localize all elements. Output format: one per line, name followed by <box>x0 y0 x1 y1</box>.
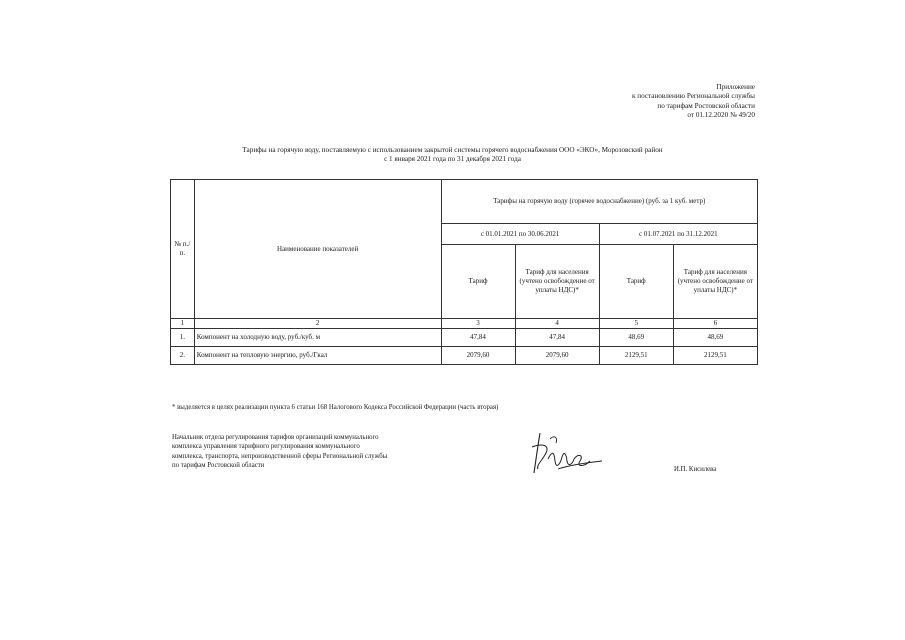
sub-header: Тариф <box>599 245 673 319</box>
tariff-group-header: Тарифы на горячую воду (горячее водоснабжение) (руб. за 1 куб. метр) <box>441 180 757 224</box>
document-title <box>150 146 755 165</box>
signer-position <box>172 433 452 471</box>
sub-header: Тариф <box>441 245 515 319</box>
signer-line: Начальник отдела регулирования тарифов организаций коммунального <box>172 434 379 441</box>
sub-header: Тариф для населения (учтено освобождение от уплаты НДС)* <box>673 245 757 319</box>
appendix-line: по тарифам Ростовской области <box>657 101 755 110</box>
appendix-block <box>535 83 755 121</box>
signer-line: по тарифам Ростовской области <box>172 462 265 470</box>
row-value: 47,84 <box>515 328 599 346</box>
sub-header: Тариф для населения (учтено освобождение от уплаты НДС)* <box>515 245 599 319</box>
index-cell: 1 <box>171 319 195 329</box>
appendix-line: от 01.12.2020 № 49/20 <box>687 111 755 120</box>
row-number: 1. <box>171 328 195 346</box>
index-cell: 3 <box>441 319 515 329</box>
signer-name: И.П. Кисилева <box>674 466 717 473</box>
index-cell: 4 <box>515 319 599 329</box>
row-name: Компонент на тепловую энергию, руб./Гкал <box>194 346 441 364</box>
appendix-line: Приложение <box>716 83 755 91</box>
row-number: 2. <box>171 346 195 364</box>
row-value: 2079,60 <box>515 346 599 364</box>
table-row <box>171 346 758 364</box>
period-1-header: с 01.01.2021 по 30.06.2021 <box>441 224 599 245</box>
no-header: № п./п. <box>171 180 195 319</box>
appendix-line: к постановлению Региональной службы <box>631 92 755 101</box>
index-cell: 2 <box>194 319 441 329</box>
row-name: Компонент на холодную воду, руб./куб. м <box>194 328 441 346</box>
signer-line: комплекса управления тарифного регулирования коммунального <box>172 443 360 451</box>
tariff-table <box>170 179 758 365</box>
handwritten-signature <box>528 425 608 480</box>
signer-line: комплекса, транспорта, непроизводственной сферы Региональной службы <box>172 452 388 460</box>
row-value: 48,69 <box>599 328 673 346</box>
row-value: 2079,60 <box>441 346 515 364</box>
table-header-row <box>171 180 758 224</box>
row-value: 47,84 <box>441 328 515 346</box>
row-value: 48,69 <box>673 328 757 346</box>
row-value: 2129,51 <box>673 346 757 364</box>
index-cell: 5 <box>599 319 673 329</box>
row-value: 2129,51 <box>599 346 673 364</box>
footnote: * выделяется в целях реализации пункта 6 статьи 168 Налогового Кодекса Российской Федерации (часть вторая) <box>172 404 499 411</box>
title-line: с 1 января 2021 года по 31 декабря 2021 года <box>384 155 521 164</box>
name-header: Наименование показателей <box>194 180 441 319</box>
index-cell: 6 <box>673 319 757 329</box>
period-2-header: с 01.07.2021 по 31.12.2021 <box>599 224 757 245</box>
table-row <box>171 328 758 346</box>
title-line: Тарифы на горячую воду, поставляемую с использованием закрытой системы горячего водоснабжения ООО «ЭКО», Морозовский район <box>242 146 663 154</box>
table-index-row <box>171 319 758 329</box>
